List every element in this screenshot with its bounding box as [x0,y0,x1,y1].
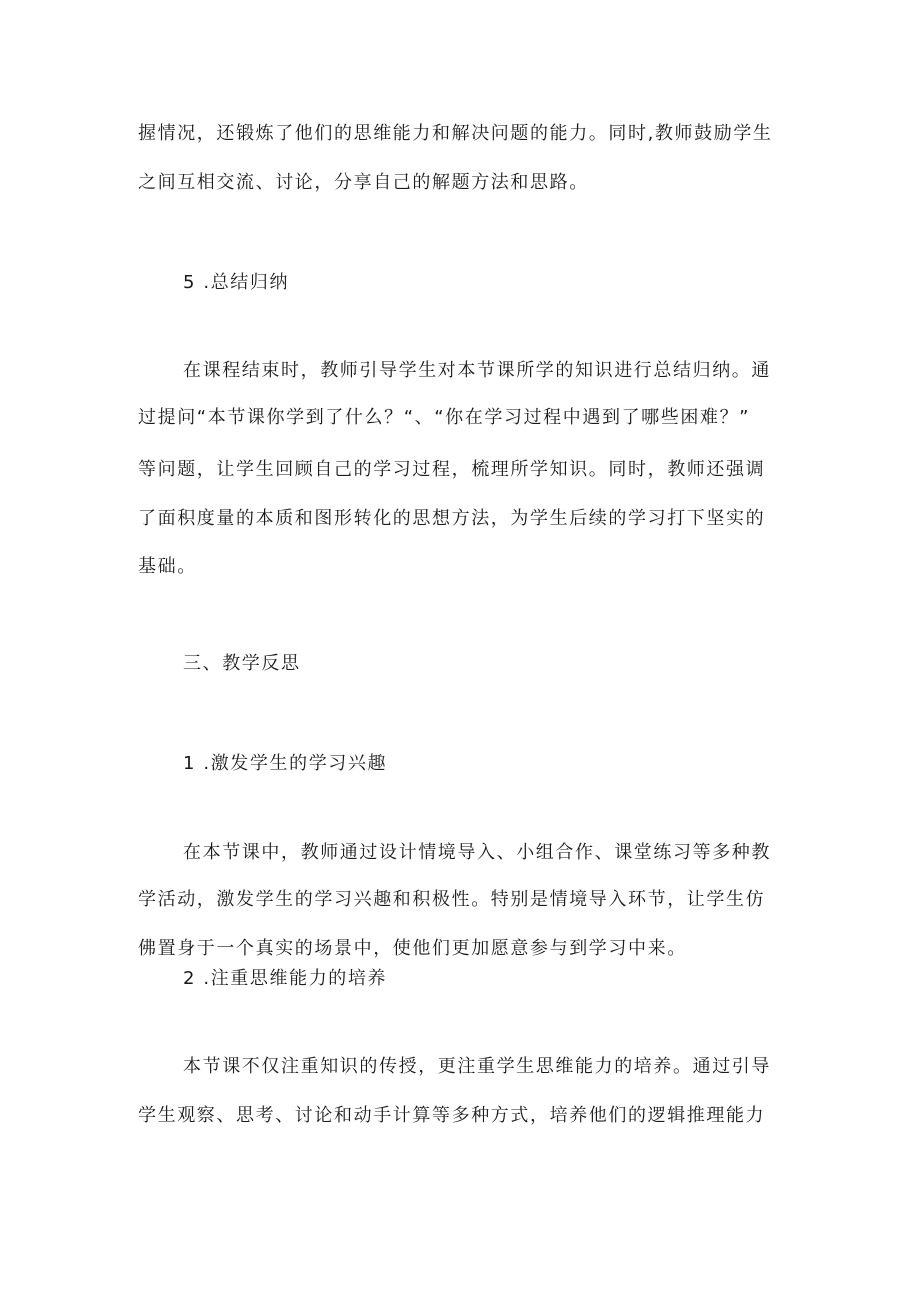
paragraph-line: 本节课不仅注重知识的传授，更注重学生思维能力的培养。通过引导 [183,1056,771,1077]
subheading-interest: 1 .激发学生的学习兴趣 [183,753,388,774]
paragraph-line: 之间互相交流、讨论，分享自己的解题方法和思路。 [138,172,589,193]
paragraph-line: 了面积度量的本质和图形转化的思想方法，为学生后续的学习打下坚实的 [138,508,766,529]
paragraph-line: 学生观察、思考、讨论和动手计算等多种方式，培养他们的逻辑推理能力 [138,1105,766,1126]
subheading-thinking: 2 .注重思维能力的培养 [183,968,388,989]
paragraph-line: 学活动，激发学生的学习兴趣和积极性。特别是情境导入环节，让学生仿 [138,889,766,910]
subheading-summary: 5 .总结归纳 [183,272,290,293]
paragraph-line: 过提问“本节课你学到了什么？“、“你在学习过程中遇到了哪些困难？” [138,407,751,428]
paragraph-line: 等问题，让学生回顾自己的学习过程，梳理所学知识。同时，教师还强调 [138,459,766,480]
paragraph-line: 在本节课中，教师通过设计情境导入、小组合作、课堂练习等多种教 [183,842,771,863]
paragraph-line: 在课程结束时，教师引导学生对本节课所学的知识进行总结归纳。通 [183,360,771,381]
section-heading-reflection: 三、教学反思 [183,653,301,674]
paragraph-line: 佛置身于一个真实的场景中，使他们更加愿意参与到学习中来。 [138,938,687,959]
paragraph-line: 基础。 [138,556,197,577]
paragraph-line: 握情况，还锻炼了他们的思维能力和解决问题的能力。同时,教师鼓励学生 [138,123,773,144]
